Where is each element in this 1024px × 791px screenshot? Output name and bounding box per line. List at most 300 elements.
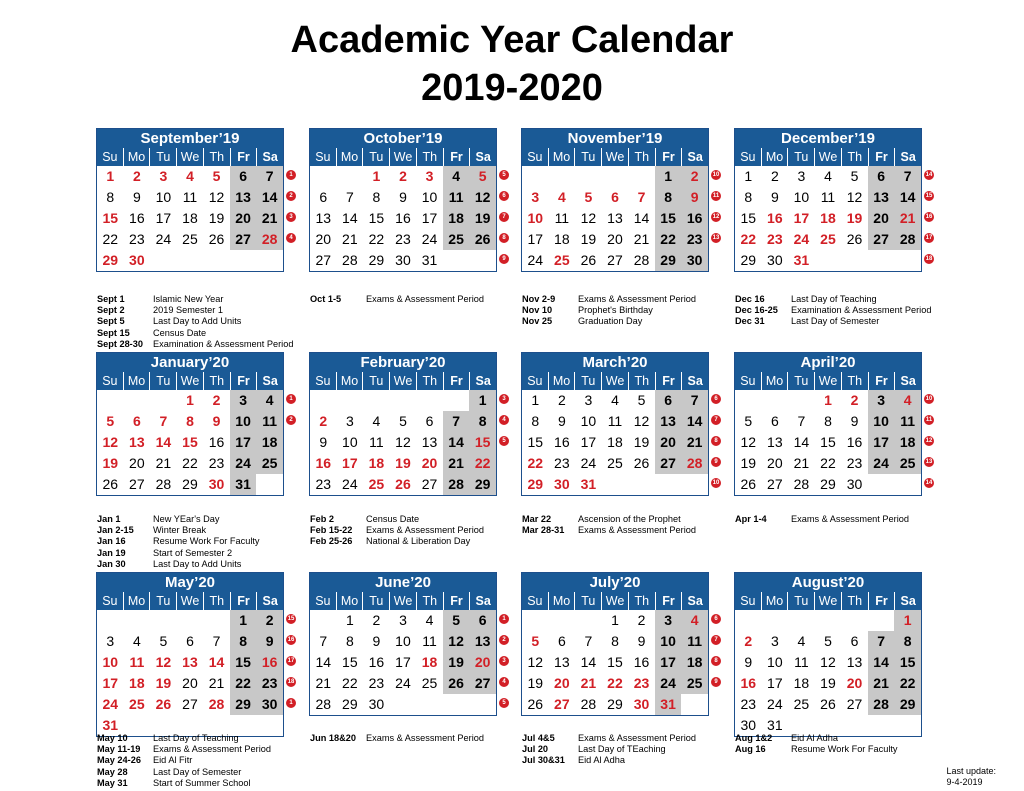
day-cell: 18 — [793, 675, 810, 691]
day-cell: 13 — [767, 434, 783, 450]
day-cell: 16 — [846, 434, 863, 450]
day-cell: 13 — [230, 187, 257, 208]
note-date: Dec 16 — [735, 294, 765, 304]
week-number-badge: 9 — [499, 254, 509, 264]
day-cell: 3 — [425, 168, 434, 184]
week-number-badge: 11 — [712, 193, 720, 199]
day-cell: 2 — [557, 392, 566, 408]
month-title: September’19 — [97, 129, 283, 148]
weekday-label: Fr — [230, 372, 257, 390]
day-cell: 30 — [129, 252, 145, 268]
day-cell: 11 — [820, 189, 836, 205]
note-line — [522, 755, 696, 766]
day-cell: 28 — [443, 474, 470, 495]
note-text: Examination & Assessment Period — [791, 305, 932, 316]
day-cell: 21 — [155, 455, 172, 471]
month-notes — [97, 294, 293, 350]
day-cell: 14 — [633, 210, 650, 226]
day-cell: 9 — [770, 189, 779, 205]
day-cell: 9 — [372, 633, 381, 649]
empty-cell — [628, 474, 655, 495]
weekday-header — [310, 148, 496, 166]
day-grid — [735, 610, 921, 736]
note-date: May 10 — [97, 733, 128, 743]
weekday-label: Su — [522, 592, 548, 610]
empty-cell — [124, 390, 151, 411]
day-cell: 16 — [395, 210, 411, 226]
note-text: Resume Work For Faculty — [153, 536, 260, 547]
week-number-badge: 8 — [499, 233, 509, 243]
empty-cell — [841, 610, 868, 631]
weekday-label: Th — [416, 372, 443, 390]
week-number-badge: 5 — [499, 698, 509, 708]
day-cell: 27 — [554, 696, 570, 712]
day-cell: 3 — [797, 168, 806, 184]
month-notes — [522, 733, 696, 767]
empty-cell — [443, 694, 470, 715]
day-cell: 10 — [767, 654, 783, 670]
note-line — [522, 525, 696, 536]
note-date: Oct 1-5 — [310, 294, 342, 304]
day-cell: 18 — [256, 432, 283, 453]
day-cell: 4 — [681, 610, 708, 631]
month-title: February’20 — [310, 353, 496, 372]
weekday-label: We — [176, 592, 203, 610]
day-cell: 2 — [372, 612, 381, 628]
day-cell: 27 — [315, 252, 332, 268]
day-cell: 29 — [527, 476, 544, 492]
day-cell: 28 — [208, 696, 225, 712]
note-text: Last Day of Semester — [791, 316, 880, 327]
day-cell: 20 — [868, 208, 895, 229]
day-cell: 3 — [159, 168, 168, 184]
day-cell: 6 — [850, 633, 859, 649]
day-cell: 23 — [554, 455, 570, 471]
day-cell: 16 — [681, 208, 708, 229]
day-cell: 11 — [369, 434, 384, 450]
empty-cell — [203, 250, 230, 271]
day-cell: 24 — [421, 231, 438, 247]
note-date: Sept 1 — [97, 294, 125, 304]
day-cell: 27 — [421, 476, 438, 492]
day-cell: 10 — [655, 631, 682, 652]
weekday-label: Sa — [469, 592, 496, 610]
day-cell: 22 — [182, 455, 198, 471]
week-number-badge: 2 — [286, 415, 296, 425]
day-cell: 18 — [894, 432, 921, 453]
note-date: Sept 5 — [97, 316, 125, 327]
week-number-badge: 18 — [925, 256, 933, 262]
weekday-label: Tu — [574, 372, 601, 390]
weekday-label: Tu — [362, 372, 389, 390]
day-cell: 11 — [422, 633, 437, 649]
day-cell: 18 — [607, 434, 623, 450]
day-cell: 14 — [155, 434, 172, 450]
day-cell: 18 — [820, 210, 836, 226]
day-cell: 24 — [342, 476, 358, 492]
empty-cell — [655, 474, 682, 495]
empty-cell — [469, 250, 496, 271]
month-calendar — [734, 572, 922, 737]
weekday-label: Mo — [761, 372, 788, 390]
day-cell: 9 — [256, 631, 283, 652]
day-cell: 5 — [399, 413, 407, 429]
weekday-label: We — [601, 148, 628, 166]
day-cell: 13 — [315, 210, 332, 226]
weekday-label: We — [814, 148, 841, 166]
day-cell: 1 — [744, 168, 753, 184]
note-line — [735, 733, 898, 744]
weekday-label: Tu — [787, 148, 814, 166]
day-cell: 21 — [208, 675, 225, 691]
day-cell: 6 — [186, 633, 194, 649]
empty-cell — [150, 390, 177, 411]
day-cell: 13 — [846, 654, 863, 670]
day-cell: 7 — [212, 633, 221, 649]
note-text: Last Day to Add Units — [153, 558, 242, 569]
day-cell: 18 — [554, 231, 570, 247]
weekday-label: Fr — [655, 372, 682, 390]
weekday-label: Th — [416, 148, 443, 166]
note-line — [97, 767, 271, 778]
note-date: Feb 15-22 — [310, 525, 353, 536]
empty-cell — [150, 250, 177, 271]
day-cell: 12 — [633, 413, 650, 429]
day-cell: 9 — [557, 413, 566, 429]
empty-cell — [177, 610, 204, 631]
day-cell: 11 — [443, 187, 470, 208]
day-cell: 4 — [132, 633, 141, 649]
day-cell: 4 — [443, 166, 470, 187]
day-cell: 15 — [820, 434, 836, 450]
day-cell: 31 — [421, 252, 438, 268]
note-line — [97, 559, 260, 570]
day-cell: 14 — [342, 210, 358, 226]
day-cell: 20 — [767, 455, 783, 471]
month-notes — [735, 514, 909, 525]
note-line — [735, 294, 931, 305]
day-cell: 12 — [527, 654, 544, 670]
day-cell: 19 — [395, 455, 411, 471]
empty-cell — [628, 166, 655, 187]
weekday-label: Tu — [149, 372, 176, 390]
day-cell: 30 — [846, 476, 863, 492]
page-title: Academic Year Calendar — [290, 19, 734, 61]
day-cell: 8 — [824, 413, 832, 429]
month-title: March’20 — [522, 353, 708, 372]
day-cell: 13 — [868, 187, 895, 208]
day-cell: 18 — [443, 208, 470, 229]
note-date: May 31 — [97, 777, 128, 788]
day-cell: 26 — [395, 476, 411, 492]
day-cell: 9 — [399, 189, 407, 205]
empty-cell — [575, 610, 602, 631]
note-text: Graduation Day — [578, 316, 643, 327]
weekday-label: Su — [310, 592, 336, 610]
day-cell: 17 — [580, 434, 597, 450]
day-cell: 19 — [469, 208, 496, 229]
note-line — [310, 525, 484, 536]
month-notes — [735, 733, 898, 755]
day-cell: 11 — [182, 189, 198, 205]
day-cell: 29 — [469, 474, 496, 495]
empty-cell — [788, 610, 815, 631]
day-cell: 5 — [744, 413, 753, 429]
month-title: November’19 — [522, 129, 708, 148]
day-cell: 3 — [770, 633, 779, 649]
day-cell: 23 — [633, 675, 650, 691]
weekday-header — [735, 592, 921, 610]
empty-cell — [575, 166, 602, 187]
month-title: October’19 — [310, 129, 496, 148]
note-date: Feb 2 — [310, 514, 334, 524]
weekday-label: Sa — [894, 592, 921, 610]
day-cell: 29 — [182, 476, 198, 492]
week-number-badge: 18 — [287, 679, 295, 685]
note-text: New YEar's Day — [153, 514, 220, 524]
note-line — [97, 778, 271, 789]
day-cell: 15 — [230, 652, 257, 673]
day-cell: 5 — [531, 633, 540, 649]
day-grid — [522, 390, 708, 495]
day-cell: 14 — [256, 187, 283, 208]
day-cell: 16 — [368, 654, 385, 670]
empty-cell — [310, 166, 337, 187]
day-cell: 6 — [132, 413, 141, 429]
day-cell: 6 — [230, 166, 257, 187]
day-grid — [522, 166, 708, 271]
day-cell: 24 — [102, 696, 119, 712]
weekday-label: Su — [97, 372, 123, 390]
day-cell: 12 — [846, 189, 863, 205]
day-cell: 4 — [256, 390, 283, 411]
weekday-label: Th — [628, 148, 655, 166]
weekday-label: Th — [203, 148, 230, 166]
note-date: Jun 18&20 — [310, 733, 356, 743]
empty-cell — [549, 166, 576, 187]
note-text: Last Day of TEaching — [578, 744, 666, 755]
day-cell: 24 — [580, 455, 597, 471]
weekday-label: Tu — [149, 148, 176, 166]
day-cell: 9 — [212, 413, 221, 429]
note-text: Exams & Assessment Period — [153, 744, 271, 755]
day-cell: 8 — [531, 413, 540, 429]
day-cell: 22 — [655, 229, 682, 250]
day-cell: 15 — [102, 210, 119, 226]
day-cell: 23 — [129, 231, 145, 247]
day-cell: 26 — [633, 455, 650, 471]
week-number-badge: 4 — [499, 677, 509, 687]
day-cell: 11 — [794, 654, 809, 670]
note-date: Mar 22 — [522, 514, 552, 524]
empty-cell — [681, 694, 708, 715]
day-cell: 24 — [655, 673, 682, 694]
day-cell: 28 — [155, 476, 172, 492]
month-notes — [97, 514, 260, 570]
month-notes — [97, 733, 271, 789]
day-cell: 25 — [793, 696, 810, 712]
weekday-label: We — [814, 592, 841, 610]
weekday-label: Su — [735, 148, 761, 166]
day-grid — [97, 610, 283, 736]
day-cell: 2 — [256, 610, 283, 631]
week-number-badge: 17 — [925, 235, 933, 241]
note-line — [310, 514, 484, 525]
week-number-badge: 6 — [499, 191, 509, 201]
note-line — [310, 294, 484, 305]
day-cell: 28 — [580, 696, 597, 712]
week-number-badge: 17 — [287, 658, 295, 664]
day-cell: 14 — [681, 411, 708, 432]
empty-cell — [549, 610, 576, 631]
day-cell: 19 — [580, 231, 597, 247]
day-cell: 29 — [607, 696, 623, 712]
week-number-badge: 2 — [499, 635, 509, 645]
page-subtitle: 2019-2020 — [421, 67, 603, 109]
day-cell: 7 — [345, 189, 354, 205]
day-cell: 26 — [208, 231, 225, 247]
day-cell: 9 — [681, 187, 708, 208]
note-text: Exams & Assessment Period — [578, 294, 696, 304]
weekday-label: Fr — [655, 148, 682, 166]
day-cell: 27 — [846, 696, 863, 712]
day-cell: 28 — [681, 453, 708, 474]
day-cell: 31 — [793, 252, 810, 268]
note-date: Jan 2-15 — [97, 525, 134, 536]
day-cell: 23 — [740, 696, 757, 712]
day-cell: 28 — [793, 476, 810, 492]
note-date: Dec 31 — [735, 316, 765, 327]
day-cell: 7 — [443, 411, 470, 432]
weekday-label: Th — [841, 372, 868, 390]
day-cell: 12 — [443, 631, 470, 652]
weekday-label: We — [176, 372, 203, 390]
weekday-label: Mo — [548, 148, 575, 166]
day-cell: 2 — [744, 633, 753, 649]
day-cell: 15 — [342, 654, 358, 670]
day-cell: 17 — [342, 455, 358, 471]
day-cell: 22 — [342, 675, 358, 691]
week-number-badge: 10 — [925, 396, 933, 402]
week-number-badge: 2 — [286, 191, 296, 201]
empty-cell — [256, 474, 283, 495]
week-number-badge: 13 — [925, 459, 933, 465]
note-text: Exams & Assessment Period — [578, 733, 696, 743]
day-cell: 4 — [372, 413, 381, 429]
note-line — [97, 755, 271, 766]
day-cell: 21 — [443, 453, 470, 474]
month-calendar — [309, 128, 497, 272]
note-text: Exams & Assessment Period — [366, 525, 484, 536]
note-text: Exams & Assessment Period — [791, 514, 909, 524]
month-notes — [522, 514, 696, 536]
day-cell: 20 — [182, 675, 198, 691]
day-cell: 12 — [208, 189, 225, 205]
empty-cell — [390, 390, 417, 411]
day-cell: 5 — [212, 168, 221, 184]
empty-cell — [868, 250, 895, 271]
day-cell: 26 — [740, 476, 757, 492]
week-number-badge: 3 — [499, 394, 509, 404]
day-cell: 1 — [469, 390, 496, 411]
empty-cell — [469, 694, 496, 715]
day-cell: 14 — [894, 187, 921, 208]
day-cell: 5 — [159, 633, 168, 649]
day-cell: 22 — [368, 231, 385, 247]
day-cell: 22 — [820, 455, 836, 471]
weekday-label: We — [389, 592, 416, 610]
day-cell: 8 — [230, 631, 257, 652]
day-cell: 26 — [443, 673, 470, 694]
day-cell: 28 — [894, 229, 921, 250]
month-notes — [310, 733, 484, 744]
note-line — [97, 525, 260, 536]
note-date: May 24-26 — [97, 755, 141, 766]
day-cell: 6 — [611, 189, 619, 205]
empty-cell — [841, 250, 868, 271]
empty-cell — [443, 250, 470, 271]
week-number-badge: 7 — [711, 635, 721, 645]
weekday-label: Fr — [655, 592, 682, 610]
day-grid — [310, 610, 496, 715]
note-line — [97, 733, 271, 744]
day-cell: 24 — [793, 231, 810, 247]
day-cell: 4 — [824, 168, 832, 184]
day-cell: 31 — [102, 717, 119, 733]
empty-cell — [894, 715, 921, 736]
day-cell: 9 — [637, 633, 646, 649]
weekday-header — [522, 372, 708, 390]
week-number-badge: 12 — [712, 214, 720, 220]
day-cell: 30 — [208, 476, 225, 492]
day-cell: 9 — [850, 413, 859, 429]
month-calendar — [521, 352, 709, 496]
day-cell: 20 — [469, 652, 496, 673]
weekday-header — [310, 592, 496, 610]
note-line — [97, 328, 293, 339]
day-cell: 6 — [557, 633, 566, 649]
weekday-label: Mo — [548, 592, 575, 610]
month-calendar — [521, 572, 709, 716]
week-number-badge: 16 — [925, 214, 933, 220]
day-cell: 10 — [102, 654, 119, 670]
day-cell: 25 — [421, 675, 438, 691]
weekday-label: Fr — [443, 148, 470, 166]
day-cell: 20 — [421, 455, 438, 471]
day-cell: 18 — [421, 654, 438, 670]
note-text: Start of Semester 2 — [153, 547, 233, 558]
day-cell: 22 — [230, 673, 257, 694]
note-line — [97, 316, 293, 327]
day-cell: 10 — [527, 210, 544, 226]
day-cell: 26 — [846, 231, 863, 247]
day-cell: 26 — [469, 229, 496, 250]
day-cell: 23 — [395, 231, 411, 247]
note-text: Exams & Assessment Period — [578, 525, 696, 536]
day-cell: 21 — [793, 455, 810, 471]
day-cell: 8 — [894, 631, 921, 652]
day-cell: 4 — [894, 390, 921, 411]
day-cell: 8 — [106, 189, 115, 205]
note-text: Census Date — [153, 327, 207, 338]
day-cell: 7 — [894, 166, 921, 187]
day-cell: 5 — [584, 189, 593, 205]
empty-cell — [815, 610, 842, 631]
note-text: Winter Break — [153, 525, 207, 536]
day-cell: 2 — [850, 392, 859, 408]
day-grid — [522, 610, 708, 715]
day-cell: 27 — [230, 229, 257, 250]
